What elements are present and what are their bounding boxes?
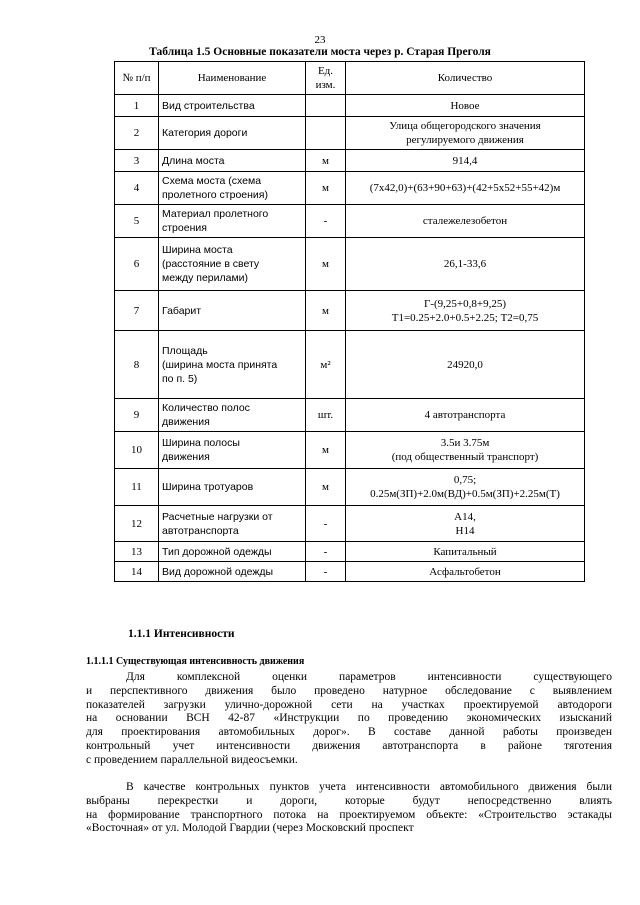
table-row — [115, 432, 585, 469]
row-number: 4 — [115, 172, 159, 205]
row-name: Расчетные нагрузки от автотранспорта — [159, 506, 306, 542]
row-number: 13 — [115, 542, 159, 562]
table-row — [115, 172, 585, 205]
row-unit: - — [306, 205, 346, 238]
row-name: Количество полос движения — [159, 399, 306, 432]
table-row — [115, 469, 585, 506]
bridge-parameters-table — [114, 61, 585, 582]
table-row — [115, 542, 585, 562]
row-name: Площадь (ширина моста принята по п. 5) — [159, 331, 306, 399]
paragraph-line: показателей загрузки улично-дорожной сети на участках проектируемой автодороги — [86, 698, 612, 711]
row-number: 1 — [115, 95, 159, 117]
paragraph-line: В качестве контрольных пунктов учета интенсивности автомобильного движения были — [126, 781, 612, 793]
row-number: 6 — [115, 238, 159, 291]
row-number: 10 — [115, 432, 159, 469]
paragraph-line: «Восточная» от ул. Молодой Гвардии (через Московский проспект — [86, 822, 414, 835]
row-unit: м — [306, 150, 346, 172]
row-name: Ширина полосы движения — [159, 432, 306, 469]
row-name: Категория дороги — [159, 117, 306, 150]
table-row — [115, 238, 585, 291]
row-unit: м — [306, 432, 346, 469]
page-number: 23 — [314, 34, 326, 46]
row-unit: м² — [306, 331, 346, 399]
paragraph-line: на основании ВСН 42-87 «Инструкции по проведению экономических изысканий — [86, 712, 612, 725]
row-number: 11 — [115, 469, 159, 506]
table-row — [115, 291, 585, 331]
row-number: 14 — [115, 562, 159, 582]
paragraph-line: и перспективного движения было проведено натурное обследование с выявлением — [86, 684, 612, 697]
row-unit: м — [306, 469, 346, 506]
row-quantity: 24920,0 — [346, 331, 585, 399]
paragraph-line: выбраны перекрестки и дороги, которые будут непосредственно влиять — [86, 794, 612, 807]
table-row — [115, 506, 585, 542]
row-name: Тип дорожной одежды — [159, 542, 306, 562]
paragraph-line: Для комплексной оценки параметров интенсивности существующего — [126, 671, 612, 683]
header-qty: Количество — [346, 62, 585, 95]
row-unit — [306, 95, 346, 117]
row-name: Вид дорожной одежды — [159, 562, 306, 582]
row-number: 7 — [115, 291, 159, 331]
row-quantity: (7х42,0)+(63+90+63)+(42+5х52+55+42)м — [346, 172, 585, 205]
row-quantity: 4 автотранспорта — [346, 399, 585, 432]
row-quantity: Асфальтобетон — [346, 562, 585, 582]
row-unit — [306, 117, 346, 150]
row-unit: м — [306, 172, 346, 205]
row-number: 5 — [115, 205, 159, 238]
row-unit: - — [306, 562, 346, 582]
header-unit: Ед. изм. — [306, 62, 346, 95]
row-quantity: Г-(9,25+0,8+9,25) Т1=0.25+2.0+0.5+2.25; Т2=0,75 — [346, 291, 585, 331]
row-number: 8 — [115, 331, 159, 399]
header-num: № п/п — [115, 62, 159, 95]
table-row — [115, 205, 585, 238]
row-name: Вид строительства — [159, 95, 306, 117]
row-unit: - — [306, 542, 346, 562]
paragraph-line: на формирование транспортного потока на проектируемом объекте: «Строительство эстакады — [86, 808, 612, 821]
table-row — [115, 399, 585, 432]
row-name: Ширина тротуаров — [159, 469, 306, 506]
paragraph-line: с проведением параллельной видеосъемки. — [86, 753, 298, 766]
row-number: 2 — [115, 117, 159, 150]
paragraph-2 — [86, 781, 612, 836]
row-quantity: Капитальный — [346, 542, 585, 562]
table-caption: Таблица 1.5 Основные показатели моста через р. Старая Преголя — [149, 46, 491, 58]
row-quantity: А14, Н14 — [346, 506, 585, 542]
table-row — [115, 562, 585, 582]
row-quantity: 0,75; 0.25м(ЗП)+2.0м(ВД)+0.5м(ЗП)+2.25м(Т) — [346, 469, 585, 506]
row-quantity: 914,4 — [346, 150, 585, 172]
row-number: 3 — [115, 150, 159, 172]
row-name: Ширина моста (расстояние в свету между перилами) — [159, 238, 306, 291]
row-name: Габарит — [159, 291, 306, 331]
table-row — [115, 150, 585, 172]
table-row — [115, 95, 585, 117]
paragraph-line: для проектирования автомобильных дорог». В составе данной работы произведен — [86, 726, 612, 739]
row-unit: шт. — [306, 399, 346, 432]
table-row — [115, 331, 585, 399]
header-name: Наименование — [159, 62, 306, 95]
row-quantity: сталежелезобетон — [346, 205, 585, 238]
row-name: Схема моста (схема пролетного строения) — [159, 172, 306, 205]
row-unit: м — [306, 238, 346, 291]
row-unit: - — [306, 506, 346, 542]
row-number: 12 — [115, 506, 159, 542]
table-row — [115, 117, 585, 150]
row-name: Материал пролетного строения — [159, 205, 306, 238]
row-quantity: Новое — [346, 95, 585, 117]
paragraph-line: контрольный учет интенсивности движения автотранспорта в районе тяготения — [86, 739, 612, 752]
row-quantity: Улица общегородского значения регулируемого движения — [346, 117, 585, 150]
row-quantity: 26,1-33,6 — [346, 238, 585, 291]
paragraph-1 — [86, 671, 612, 768]
row-quantity: 3.5и 3.75м (под общественный транспорт) — [346, 432, 585, 469]
row-number: 9 — [115, 399, 159, 432]
section-heading: 1.1.1 Интенсивности — [128, 628, 235, 640]
table-header-row — [115, 62, 585, 95]
row-name: Длина моста — [159, 150, 306, 172]
row-unit: м — [306, 291, 346, 331]
subsection-heading: 1.1.1.1 Существующая интенсивность движения — [86, 656, 305, 667]
